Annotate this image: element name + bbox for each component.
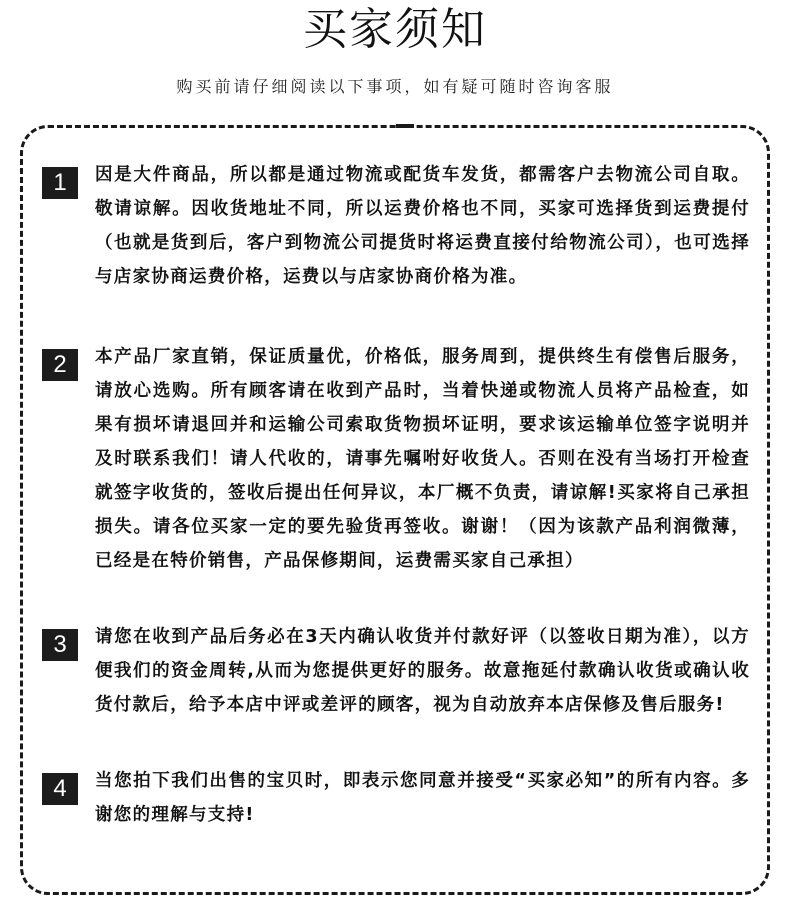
item-text: 当您拍下我们出售的宝贝时，即表示您同意并接受“买家必知”的所有内容。多谢您的理解与支持! <box>95 771 750 825</box>
item-number-badge: 1 <box>42 167 78 199</box>
page-title: 买家须知 <box>303 4 487 55</box>
item-number-badge: 4 <box>42 773 78 805</box>
item-number-badge: 3 <box>42 629 78 661</box>
page-subtitle: 购买前请仔细阅读以下事项，如有疑可随时咨询客服 <box>176 77 614 96</box>
item-text: 请您在收到产品后务必在3天内确认收货并付款好评（以签收日期为准），以方便我们的资金周转,从而为您提供更好的服务。故意拖延付款确认收货或确认收货付款后，给予本店中评或差评的顾客，视为自动放弃本店保修及售后服务! <box>95 627 750 715</box>
item-text: 本产品厂家直销，保证质量优，价格低，服务周到，提供终生有偿售后服务，请放心选购。所有顾客请在收到产品时，当着快递或物流人员将产品检查，如果有损坏请退回并和运输公司索取货物损坏证明，要求该运输单位签字说明并及时联系我们！请人代收的，请事先嘱咐好收货人。否则在没有当场打开检查就签字收货的，签收后提出任何异议，本厂概不负责，请谅解!买家将自己承担损失。请各位买家一定的要先验货再签收。谢谢！（因为该款产品利润微薄，已经是在特价销售，产品保修期间，运费需买家自己承担） <box>95 347 750 571</box>
item-text: 因是大件商品，所以都是通过物流或配货车发货，都需客户去物流公司自取。敬请谅解。因收货地址不同，所以运费价格也不同，买家可选择货到运费提付（也就是货到后，客户到物流公司提货时将运费直接付给物流公司），也可选择与店家协商运费价格，运费以与店家协商价格为准。 <box>95 165 750 287</box>
item-number-badge: 2 <box>42 349 78 381</box>
frame-top-mark <box>396 124 414 128</box>
